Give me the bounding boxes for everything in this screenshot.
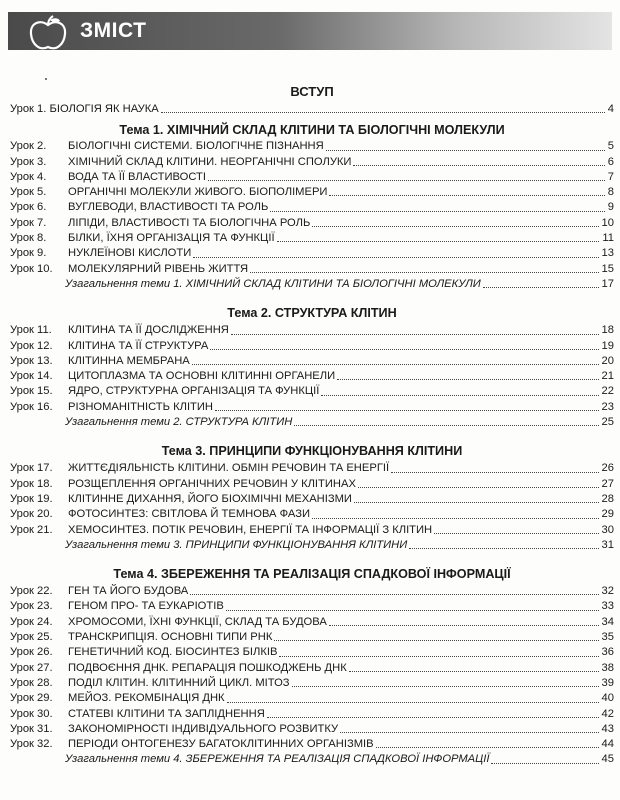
page-number: 19 <box>601 339 614 352</box>
dot-leader <box>349 661 599 672</box>
dot-leader <box>312 216 598 227</box>
apple-icon <box>26 14 70 54</box>
lesson-number: Урок 27. <box>10 661 53 674</box>
lesson-number: Урок 2. <box>10 140 47 153</box>
topic-summary-entry[interactable] <box>10 538 614 553</box>
dot-leader <box>354 492 599 503</box>
section-topic-3 <box>10 442 614 553</box>
page-number: 35 <box>601 631 614 644</box>
entry-title: КЛІТИННЕ ДИХАННЯ, ЙОГО БІОХІМІЧНІ МЕХАНІЗМИ <box>68 492 352 507</box>
lesson-number: Урок 6. <box>10 201 47 214</box>
dot-leader <box>270 200 604 211</box>
entry-title: ЗАКОНОМІРНОСТІ ІНДИВІДУАЛЬНОГО РОЗВИТКУ <box>68 722 338 737</box>
entry-title: СТАТЕВІ КЛІТИНИ ТА ЗАПЛІДНЕННЯ <box>68 707 265 722</box>
toc-entry[interactable] <box>10 615 614 630</box>
toc-entry[interactable] <box>10 400 614 415</box>
dot-leader <box>326 139 605 150</box>
lesson-number: Урок 17. <box>10 462 53 475</box>
page-number: 22 <box>601 385 614 398</box>
dot-leader <box>193 246 598 257</box>
page-number: 8 <box>607 186 614 199</box>
lesson-number: Урок 23. <box>10 600 53 613</box>
toc-entry[interactable] <box>10 231 614 246</box>
toc-entry[interactable] <box>10 354 614 369</box>
dot-leader <box>208 170 605 181</box>
toc-entry[interactable] <box>10 492 614 507</box>
dot-leader <box>231 323 599 334</box>
entry-title: ВОДА ТА ЇЇ ВЛАСТИВОСТІ <box>68 170 206 185</box>
toc-entry[interactable] <box>10 461 614 476</box>
lesson-number: Урок 12. <box>10 339 53 352</box>
lesson-number: Урок 30. <box>10 707 53 720</box>
lesson-number: Урок 11. <box>10 324 52 337</box>
page-number: 42 <box>601 707 614 720</box>
page-number: 32 <box>601 585 614 598</box>
page-number: 23 <box>601 400 614 413</box>
lesson-number: Урок 10. <box>10 262 53 275</box>
toc-entry[interactable] <box>10 102 614 117</box>
lesson-number: Урок 22. <box>10 585 53 598</box>
entry-title: КЛІТИНА ТА ЇЇ ДОСЛІДЖЕННЯ <box>68 323 229 338</box>
section-topic-1 <box>10 122 614 292</box>
entry-title: ПОДІЛ КЛІТИН. КЛІТИННИЙ ЦИКЛ. МІТОЗ <box>68 676 290 691</box>
dot-leader <box>215 400 599 411</box>
toc-entry[interactable] <box>10 339 614 354</box>
dot-leader <box>358 477 599 488</box>
topic-summary-entry[interactable] <box>10 752 614 767</box>
lesson-number: Урок 32. <box>10 738 53 751</box>
page-number: 6 <box>607 155 614 168</box>
entry-title: ОРГАНІЧНІ МОЛЕКУЛИ ЖИВОГО. БІОПОЛІМЕРИ <box>68 185 327 200</box>
toc-entry[interactable] <box>10 170 614 185</box>
lesson-number: Урок 20. <box>10 508 53 521</box>
page-number: 20 <box>601 354 614 367</box>
dot-leader <box>329 185 604 196</box>
lesson-number: Урок 24. <box>10 615 53 628</box>
toc-entry[interactable] <box>10 477 614 492</box>
toc-entry[interactable] <box>10 737 614 752</box>
entry-title: БІЛКИ, ЇХНЯ ОРГАНІЗАЦІЯ ТА ФУНКЦІЇ <box>68 231 275 246</box>
lesson-number: Урок 16. <box>10 400 53 413</box>
lesson-number: Урок 28. <box>10 676 53 689</box>
lesson-number: Урок 19. <box>10 492 53 505</box>
toc-entry[interactable] <box>10 262 614 277</box>
page-number: 38 <box>601 661 614 674</box>
entry-title: ГЕНОМ ПРО- ТА ЕУКАРІОТІВ <box>68 599 224 614</box>
entry-title: ЯДРО, СТРУКТУРНА ОРГАНІЗАЦІЯ ТА ФУНКЦІЇ <box>68 384 319 399</box>
dot-leader <box>190 584 598 595</box>
toc-entry[interactable] <box>10 323 614 338</box>
page-number: 33 <box>601 600 614 613</box>
dot-leader <box>491 752 598 763</box>
toc-entry[interactable] <box>10 246 614 261</box>
lesson-number: Урок 9. <box>10 247 47 260</box>
entry-title: НУКЛЕЇНОВІ КИСЛОТИ <box>68 246 191 261</box>
section-topic-2 <box>10 304 614 430</box>
page-number: 45 <box>601 753 614 766</box>
toc-entry[interactable] <box>10 384 614 399</box>
page-number: 5 <box>607 140 614 153</box>
dot-leader <box>277 231 600 242</box>
toc-entry[interactable] <box>10 661 614 676</box>
dot-leader <box>337 369 598 380</box>
entry-title: ФОТОСИНТЕЗ: СВІТЛОВА Й ТЕМНОВА ФАЗИ <box>68 507 310 522</box>
entry-title: ТРАНСКРИПЦІЯ. ОСНОВНІ ТИПИ РНК <box>68 630 272 645</box>
page-number: 39 <box>601 676 614 689</box>
topic-summary-entry[interactable] <box>10 415 614 430</box>
entry-title: ХІМІЧНИЙ СКЛАД КЛІТИНИ. НЕОРГАНІЧНІ СПОЛУКИ <box>68 155 351 170</box>
dot-leader <box>279 645 598 656</box>
dot-leader <box>409 538 598 549</box>
section-topic-4 <box>10 565 614 768</box>
toc-entry[interactable] <box>10 722 614 737</box>
dot-leader <box>274 630 598 641</box>
page-number: 7 <box>607 170 614 183</box>
dot-leader <box>161 102 605 113</box>
page-number: 17 <box>601 277 614 290</box>
entry-title: ПЕРІОДИ ОНТОГЕНЕЗУ БАГАТОКЛІТИННИХ ОРГАНІЗМІВ <box>68 737 374 752</box>
lesson-number: Урок 18. <box>10 477 53 490</box>
entry-title: ЦИТОПЛАЗМА ТА ОСНОВНІ КЛІТИННІ ОРГАНЕЛИ <box>68 369 335 384</box>
dot-leader <box>210 339 598 350</box>
page-number: 30 <box>601 523 614 536</box>
entry-title: ЛІПІДИ, ВЛАСТИВОСТІ ТА БІОЛОГІЧНА РОЛЬ <box>68 216 310 231</box>
toc-entry[interactable] <box>10 584 614 599</box>
toc-entry[interactable] <box>10 216 614 231</box>
toc-entry[interactable] <box>10 200 614 215</box>
page-number: 13 <box>601 247 614 260</box>
section-heading: ВСТУП <box>290 84 334 99</box>
entry-title: КЛІТИНА ТА ЇЇ СТРУКТУРА <box>68 339 208 354</box>
page-number: 31 <box>601 538 614 551</box>
page-number: 43 <box>601 722 614 735</box>
lesson-number: Урок 4. <box>10 170 47 183</box>
page-number: 25 <box>601 416 614 429</box>
toc-entry[interactable] <box>10 707 614 722</box>
dot-leader <box>376 737 599 748</box>
entry-title: МЕЙОЗ. РЕКОМБІНАЦІЯ ДНК <box>68 691 225 706</box>
section-intro <box>10 82 614 117</box>
dot-leader <box>483 277 599 288</box>
dot-leader <box>312 507 599 518</box>
toc-entry[interactable] <box>10 507 614 522</box>
entry-title: БІОЛОГІЧНІ СИСТЕМИ. БІОЛОГІЧНЕ ПІЗНАННЯ <box>68 139 324 154</box>
entry-title: ВУГЛЕВОДИ, ВЛАСТИВОСТІ ТА РОЛЬ <box>68 200 268 215</box>
dot-leader <box>250 262 598 273</box>
dot-leader <box>434 523 598 534</box>
entry-title: КЛІТИННА МЕМБРАНА <box>68 354 190 369</box>
entry-title: Узагальнення теми 4. ЗБЕРЕЖЕННЯ ТА РЕАЛІЗАЦІЯ СПАДКОВОЇ ІНФОРМАЦІЇ <box>65 752 489 767</box>
entry-title: РОЗЩЕПЛЕННЯ ОРГАНІЧНИХ РЕЧОВИН У КЛІТИНАХ <box>68 477 356 492</box>
entry-title: Урок 1. БІОЛОГІЯ ЯК НАУКА <box>10 102 159 117</box>
lesson-number: Урок 31. <box>10 722 53 735</box>
page-number: 21 <box>601 370 614 383</box>
dot-leader <box>294 415 598 426</box>
toc-entry[interactable] <box>10 599 614 614</box>
page-number: 34 <box>601 615 614 628</box>
section-heading: Тема 1. ХІМІЧНИЙ СКЛАД КЛІТИНИ ТА БІОЛОГІЧНІ МОЛЕКУЛИ <box>119 123 505 138</box>
header-banner <box>8 12 612 50</box>
entry-title: ЖИТТЄДІЯЛЬНІСТЬ КЛІТИНИ. ОБМІН РЕЧОВИН ТА ЕНЕРГІЇ <box>68 461 389 476</box>
dot-leader <box>192 354 599 365</box>
entry-title: РІЗНОМАНІТНІСТЬ КЛІТИН <box>68 400 213 415</box>
lesson-number: Урок 3. <box>10 155 47 168</box>
toc-entry[interactable] <box>10 369 614 384</box>
toc-entry[interactable] <box>10 691 614 706</box>
page-number: 11 <box>602 232 614 245</box>
section-heading: Тема 3. ПРИНЦИПИ ФУНКЦІОНУВАННЯ КЛІТИНИ <box>161 444 463 459</box>
lesson-number: Урок 25. <box>10 631 53 644</box>
lesson-number: Урок 29. <box>10 692 53 705</box>
dot-leader <box>329 615 599 626</box>
toc-entry[interactable] <box>10 139 614 154</box>
entry-title: ГЕНЕТИЧНИЙ КОД. БІОСИНТЕЗ БІЛКІВ <box>68 645 277 660</box>
entry-title: ГЕН ТА ЙОГО БУДОВА <box>68 584 188 599</box>
table-of-contents <box>10 82 614 768</box>
toc-entry[interactable] <box>10 645 614 660</box>
stray-mark <box>45 78 47 80</box>
lesson-number: Урок 26. <box>10 646 53 659</box>
page-number: 36 <box>601 646 614 659</box>
entry-title: ХРОМОСОМИ, ЇХНІ ФУНКЦІЇ, СКЛАД ТА БУДОВА <box>68 615 327 630</box>
page-title: ЗМІСТ <box>80 19 147 42</box>
dot-leader <box>267 707 599 718</box>
page-number: 40 <box>601 692 614 705</box>
lesson-number: Урок 21. <box>10 523 53 536</box>
lesson-number: Урок 7. <box>10 216 47 229</box>
page-number: 15 <box>601 262 614 275</box>
page-number: 27 <box>601 477 614 490</box>
page-number: 28 <box>601 492 614 505</box>
page-number: 4 <box>607 103 614 115</box>
dot-leader <box>340 722 598 733</box>
dot-leader <box>353 155 604 166</box>
entry-title: Узагальнення теми 2. СТРУКТУРА КЛІТИН <box>65 415 292 430</box>
topic-summary-entry[interactable] <box>10 277 614 292</box>
toc-entry[interactable] <box>10 155 614 170</box>
lesson-number: Урок 8. <box>10 232 47 245</box>
section-heading: Тема 4. ЗБЕРЕЖЕННЯ ТА РЕАЛІЗАЦІЯ СПАДКОВОЇ ІНФОРМАЦІЇ <box>113 567 511 582</box>
lesson-number: Урок 15. <box>10 385 53 398</box>
page-number: 18 <box>601 324 614 337</box>
lesson-number: Урок 14. <box>10 370 53 383</box>
dot-leader <box>321 384 598 395</box>
lesson-number: Урок 13. <box>10 354 53 367</box>
page-number: 44 <box>601 738 614 751</box>
page-number: 26 <box>601 462 614 475</box>
entry-title: Узагальнення теми 1. ХІМІЧНИЙ СКЛАД КЛІТИНИ ТА БІОЛОГІЧНІ МОЛЕКУЛИ <box>65 277 481 292</box>
toc-entry[interactable] <box>10 185 614 200</box>
page-number: 10 <box>601 216 614 229</box>
toc-entry[interactable] <box>10 523 614 538</box>
dot-leader <box>227 691 599 702</box>
page-number: 29 <box>601 508 614 521</box>
page-number: 9 <box>607 201 614 214</box>
entry-title: МОЛЕКУЛЯРНИЙ РІВЕНЬ ЖИТТЯ <box>68 262 248 277</box>
lesson-number: Урок 5. <box>10 186 47 199</box>
toc-entry[interactable] <box>10 630 614 645</box>
entry-title: ХЕМОСИНТЕЗ. ПОТІК РЕЧОВИН, ЕНЕРГІЇ ТА ІНФОРМАЦІЇ З КЛІТИН <box>68 523 432 538</box>
dot-leader <box>226 599 599 610</box>
dot-leader <box>292 676 599 687</box>
toc-entry[interactable] <box>10 676 614 691</box>
dot-leader <box>391 461 598 472</box>
entry-title: Узагальнення теми 3. ПРИНЦИПИ ФУНКЦІОНУВАННЯ КЛІТИНИ <box>65 538 407 553</box>
entry-title: ПОДВОЄННЯ ДНК. РЕПАРАЦІЯ ПОШКОДЖЕНЬ ДНК <box>68 661 347 676</box>
section-heading: Тема 2. СТРУКТУРА КЛІТИН <box>227 306 397 321</box>
